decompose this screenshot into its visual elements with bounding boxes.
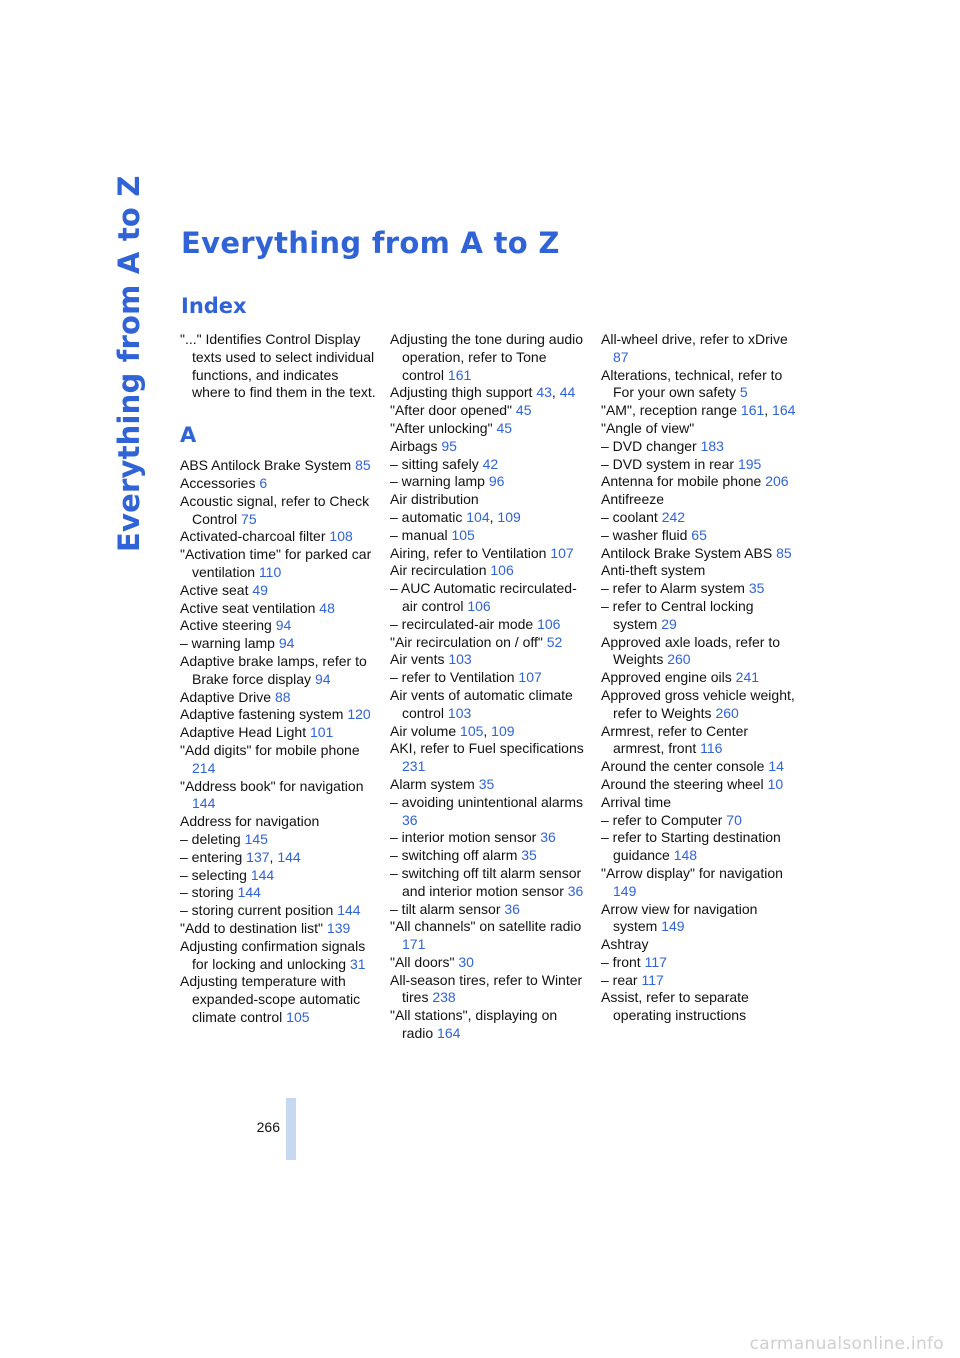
index-entry-text: "All doors" bbox=[390, 953, 455, 970]
index-entry-text: Adaptive fastening system bbox=[180, 706, 344, 723]
index-entry bbox=[601, 829, 797, 865]
index-entry bbox=[180, 600, 376, 618]
page-ref-link[interactable]: 117 bbox=[641, 971, 664, 988]
page-ref-link[interactable]: 241 bbox=[735, 669, 760, 686]
index-entry-text: Airbags bbox=[390, 437, 438, 454]
index-entry bbox=[601, 723, 797, 759]
page-ref-link[interactable]: 105 bbox=[451, 526, 475, 543]
index-letter-heading: A bbox=[180, 423, 197, 448]
index-entry-text: – refer to Alarm system bbox=[601, 580, 745, 597]
index-entry bbox=[390, 901, 586, 919]
index-column-3 bbox=[601, 331, 797, 1025]
index-entry-text: – avoiding unintentional alarms bbox=[390, 793, 584, 810]
page-ref-link[interactable]: 145 bbox=[244, 830, 268, 847]
page-ref-link[interactable]: 164 bbox=[772, 402, 796, 419]
page-ref-link[interactable]: 108 bbox=[329, 528, 353, 545]
index-entry bbox=[390, 438, 586, 456]
index-entry-text: – warning lamp bbox=[390, 473, 485, 490]
index-column-2 bbox=[390, 331, 586, 1043]
index-entry-text: "Add to destination list" bbox=[180, 919, 324, 936]
page-ref-link[interactable]: 30 bbox=[458, 953, 474, 970]
index-entry-text: Address for navigation bbox=[180, 813, 320, 830]
index-entry-text: Adjusting the tone during audio operation, refer to Tone control bbox=[390, 331, 584, 383]
page-ref-link[interactable]: 195 bbox=[737, 455, 762, 472]
index-entry-text: "Activation time" for parked car ventilation bbox=[180, 546, 372, 580]
page-ref-link[interactable]: 87 bbox=[613, 348, 629, 365]
index-entry bbox=[390, 420, 586, 438]
index-entry bbox=[390, 687, 586, 723]
index-entry bbox=[180, 528, 376, 546]
index-entry bbox=[601, 954, 797, 972]
index-entry bbox=[390, 847, 586, 865]
index-entry bbox=[180, 920, 376, 938]
page-title: Everything from A to Z bbox=[181, 226, 560, 260]
page-ref-link[interactable]: 214 bbox=[192, 759, 216, 776]
page-ref-link[interactable]: 88 bbox=[274, 688, 291, 705]
index-entry-text: Antilock Brake System ABS bbox=[601, 544, 773, 561]
index-entry-text: "All channels" on satellite radio bbox=[390, 918, 582, 935]
index-entry-text: – switching off alarm bbox=[390, 847, 518, 864]
index-entry bbox=[601, 758, 797, 776]
page-ref-link[interactable]: 31 bbox=[350, 955, 366, 972]
page-ref-link[interactable]: 36 bbox=[402, 811, 418, 828]
page-ref-link[interactable]: 109 bbox=[491, 722, 515, 739]
index-entry-text: Active seat ventilation bbox=[180, 599, 316, 616]
index-entry bbox=[601, 473, 797, 491]
index-entry bbox=[601, 936, 797, 954]
index-entry bbox=[390, 865, 586, 901]
page-ref-link[interactable]: 183 bbox=[700, 437, 724, 454]
page-ref-link[interactable]: 5 bbox=[739, 384, 748, 401]
index-entry bbox=[601, 331, 797, 367]
index-entry bbox=[180, 617, 376, 635]
page-ref-link[interactable]: 110 bbox=[258, 563, 282, 580]
index-entry bbox=[601, 456, 797, 474]
index-entry bbox=[601, 367, 797, 403]
page-ref-link[interactable]: 35 bbox=[478, 775, 495, 792]
index-entry-text: "Air recirculation on / off" bbox=[390, 633, 543, 650]
page-ref-link[interactable]: 105 bbox=[460, 722, 484, 739]
page-ref-link[interactable]: 260 bbox=[715, 704, 739, 721]
page-ref-link[interactable]: 206 bbox=[765, 473, 789, 490]
index-entry bbox=[601, 865, 797, 901]
page-ref-link[interactable]: 35 bbox=[521, 847, 537, 864]
index-entry bbox=[601, 527, 797, 545]
page-ref-link[interactable]: 144 bbox=[237, 884, 261, 901]
index-entry-text: – AUC Automatic recirculated-air control bbox=[390, 580, 577, 614]
page-ref-separator: , bbox=[489, 508, 494, 525]
page-ref-link[interactable]: 85 bbox=[355, 457, 371, 474]
index-entry bbox=[180, 724, 376, 742]
page-ref-link[interactable]: 94 bbox=[275, 617, 292, 634]
index-entry bbox=[180, 331, 376, 402]
index-entry bbox=[390, 723, 586, 741]
index-entry bbox=[601, 794, 797, 812]
page-ref-link[interactable]: 238 bbox=[432, 989, 456, 1006]
page-ref-link[interactable]: 144 bbox=[337, 902, 361, 919]
index-entry-text: Air recirculation bbox=[390, 562, 487, 579]
index-entry bbox=[390, 616, 586, 634]
index-entry-text: Assist, refer to separate operating instructions bbox=[601, 989, 749, 1024]
page-ref-link[interactable]: 49 bbox=[252, 581, 268, 598]
index-entry-text: "Angle of view" bbox=[601, 419, 695, 436]
index-entry bbox=[180, 902, 376, 920]
index-entry bbox=[180, 831, 376, 849]
index-entry bbox=[390, 562, 586, 580]
index-entry-text: Air volume bbox=[390, 722, 457, 739]
index-entry-text: – refer to Ventilation bbox=[390, 669, 515, 686]
page-ref-link[interactable]: 104 bbox=[466, 508, 490, 525]
page-ref-link[interactable]: 242 bbox=[661, 508, 686, 525]
page-ref-link[interactable]: 106 bbox=[490, 562, 514, 579]
index-entry bbox=[601, 634, 797, 670]
index-entry bbox=[390, 331, 586, 384]
page-ref-link[interactable]: 149 bbox=[661, 918, 685, 935]
index-entry-text: – manual bbox=[390, 526, 448, 543]
index-entry bbox=[601, 438, 797, 456]
page-ref-link[interactable]: 144 bbox=[192, 795, 216, 812]
index-entry bbox=[390, 918, 586, 954]
page-ref-separator: , bbox=[764, 402, 769, 419]
index-entry bbox=[601, 989, 797, 1025]
index-entry bbox=[390, 491, 586, 509]
page-ref-link[interactable]: 75 bbox=[241, 510, 257, 527]
index-entry-text: – sitting safely bbox=[390, 455, 479, 472]
index-entry bbox=[180, 689, 376, 707]
index-entry bbox=[390, 829, 586, 847]
page-ref-link[interactable]: 36 bbox=[504, 900, 520, 917]
index-entry-text: "AM", reception range bbox=[601, 402, 738, 419]
index-entry bbox=[180, 653, 376, 689]
index-entry-text: Active steering bbox=[180, 617, 272, 634]
index-entry-text: – automatic bbox=[390, 508, 463, 525]
index-entry-text: – front bbox=[601, 953, 641, 970]
index-entry-text: Approved engine oils bbox=[601, 669, 732, 686]
index-entry-text: "..." Identifies Control Display texts used to select individual functions, and indicates where to find them in the text. bbox=[180, 331, 376, 401]
page-ref-link[interactable]: 139 bbox=[326, 919, 351, 936]
index-entry bbox=[390, 669, 586, 687]
page-ref-link[interactable]: 103 bbox=[448, 651, 472, 668]
page-ref-link[interactable]: 65 bbox=[691, 526, 707, 543]
index-entry-text: Antifreeze bbox=[601, 491, 665, 508]
index-entry-text: "All stations", displaying on radio bbox=[390, 1007, 558, 1042]
index-entry-text: – entering bbox=[180, 848, 243, 865]
index-entry bbox=[601, 402, 797, 420]
index-entry-text: Ashtray bbox=[601, 936, 649, 953]
index-entry-text: Arrival time bbox=[601, 793, 672, 810]
page-ref-link[interactable]: 94 bbox=[278, 635, 295, 652]
page-ref-link[interactable]: 94 bbox=[314, 670, 331, 687]
index-entry bbox=[390, 527, 586, 545]
index-entry bbox=[601, 901, 797, 937]
page-number-bar bbox=[286, 1098, 296, 1160]
page-ref-link[interactable]: 48 bbox=[319, 599, 335, 616]
page-ref-link[interactable]: 106 bbox=[467, 597, 491, 614]
page-ref-separator: , bbox=[483, 722, 488, 739]
index-entry-text: "Add digits" for mobile phone bbox=[180, 741, 360, 758]
page-ref-link[interactable]: 96 bbox=[488, 473, 505, 490]
watermark: carmanualsonline.info bbox=[749, 1334, 944, 1354]
index-entry bbox=[180, 938, 376, 974]
index-entry bbox=[390, 509, 586, 527]
page-ref-link[interactable]: 44 bbox=[559, 384, 576, 401]
index-entry bbox=[390, 456, 586, 474]
index-entry-text: Around the center console bbox=[601, 758, 765, 775]
index-entry-text: AKI, refer to Fuel specifications bbox=[390, 740, 584, 757]
page-ref-link[interactable]: 144 bbox=[250, 866, 275, 883]
page-ref-link[interactable]: 36 bbox=[540, 829, 556, 846]
page-number: 266 bbox=[256, 1119, 280, 1135]
index-entry-text: – recirculated-air mode bbox=[390, 615, 534, 632]
page-ref-link[interactable]: 116 bbox=[700, 740, 723, 757]
page-ref-link[interactable]: 14 bbox=[768, 758, 784, 775]
index-entry-text: Active seat bbox=[180, 581, 249, 598]
index-entry-text: Antenna for mobile phone bbox=[601, 473, 762, 490]
index-entry-text: Alarm system bbox=[390, 775, 475, 792]
page-ref-link[interactable]: 161 bbox=[447, 366, 472, 383]
page-ref-separator: , bbox=[551, 384, 556, 401]
index-entry bbox=[601, 669, 797, 687]
index-entry bbox=[180, 849, 376, 867]
index-entry bbox=[180, 706, 376, 724]
index-entry bbox=[390, 384, 586, 402]
index-entry-text: "After door opened" bbox=[390, 402, 513, 419]
index-entry-text: All-wheel drive, refer to xDrive bbox=[601, 331, 788, 347]
index-entry-text: – DVD system in rear bbox=[601, 455, 735, 472]
index-entry-text: – refer to Central locking system bbox=[601, 597, 754, 632]
index-entry-text: Air vents of automatic climate control bbox=[390, 686, 573, 721]
index-entry bbox=[601, 545, 797, 563]
index-entry-text: Anti-theft system bbox=[601, 562, 706, 579]
page-ref-link[interactable]: 70 bbox=[726, 811, 742, 828]
index-entry-text: Adaptive Drive bbox=[180, 688, 272, 705]
index-entry-text: – storing bbox=[180, 884, 234, 901]
page-ref-link[interactable]: 171 bbox=[402, 936, 426, 953]
index-entry-text: Air distribution bbox=[390, 491, 479, 508]
page-ref-link[interactable]: 260 bbox=[667, 651, 691, 668]
index-entry-text: Approved gross vehicle weight, refer to Weights bbox=[601, 686, 795, 721]
page-ref-link[interactable]: 106 bbox=[537, 615, 561, 632]
index-entry bbox=[601, 420, 797, 438]
page-ref-link[interactable]: 107 bbox=[550, 544, 574, 561]
index-entry-text: Adjusting temperature with expanded-scope automatic climate control bbox=[180, 973, 361, 1025]
page-ref-link[interactable]: 117 bbox=[644, 953, 667, 970]
index-entry bbox=[180, 493, 376, 529]
page-ref-link[interactable]: 45 bbox=[515, 402, 532, 419]
index-entry bbox=[390, 794, 586, 830]
index-entry bbox=[601, 562, 797, 580]
index-entry bbox=[601, 812, 797, 830]
index-entry bbox=[601, 598, 797, 634]
index-entry-text: – tilt alarm sensor bbox=[390, 900, 501, 917]
page-ref-link[interactable]: 52 bbox=[546, 633, 563, 650]
index-entry bbox=[390, 954, 586, 972]
page-ref-link[interactable]: 149 bbox=[613, 882, 637, 899]
index-entry-text: – refer to Computer bbox=[601, 811, 723, 828]
page-ref-link[interactable]: 161 bbox=[740, 402, 765, 419]
index-entry-text: – washer fluid bbox=[601, 526, 688, 543]
page-ref-link[interactable]: 164 bbox=[437, 1025, 461, 1042]
index-entry bbox=[180, 635, 376, 653]
index-entry bbox=[390, 740, 586, 776]
page-ref-link[interactable]: 101 bbox=[309, 724, 334, 741]
page-ref-link[interactable]: 148 bbox=[673, 847, 698, 864]
index-entry bbox=[180, 884, 376, 902]
index-entry-text: Acoustic signal, refer to Check Control bbox=[180, 492, 370, 527]
index-entry-text: – storing current position bbox=[180, 902, 334, 919]
index-entry-text: Armrest, refer to Center armrest, front bbox=[601, 722, 749, 757]
page-ref-separator: , bbox=[269, 848, 274, 865]
page-ref-link[interactable]: 105 bbox=[286, 1008, 310, 1025]
page-ref-link[interactable]: 43 bbox=[536, 384, 552, 401]
index-entry-text: "Arrow display" for navigation bbox=[601, 864, 783, 881]
index-entry-text: Adaptive brake lamps, refer to Brake force display bbox=[180, 652, 367, 687]
page-ref-link[interactable]: 231 bbox=[402, 758, 426, 775]
index-entry bbox=[601, 972, 797, 990]
index-entry bbox=[180, 813, 376, 831]
page-ref-link[interactable]: 42 bbox=[482, 455, 499, 472]
page-ref-link[interactable]: 137 bbox=[246, 848, 270, 865]
index-entry-text: All-season tires, refer to Winter tires bbox=[390, 971, 583, 1006]
page-ref-link[interactable]: 36 bbox=[567, 882, 584, 899]
index-entry-text: Activated-charcoal filter bbox=[180, 528, 326, 545]
index-entry bbox=[601, 580, 797, 598]
index-entry-text: Adjusting confirmation signals for locking and unlocking bbox=[180, 937, 366, 972]
index-entry-text: Airing, refer to Ventilation bbox=[390, 544, 547, 561]
index-entry-text: "After unlocking" bbox=[390, 419, 493, 436]
index-entry-text: Accessories bbox=[180, 474, 256, 491]
index-entry bbox=[390, 1007, 586, 1043]
index-entry bbox=[601, 491, 797, 509]
page-ref-link[interactable]: 103 bbox=[447, 704, 472, 721]
index-entry bbox=[180, 867, 376, 885]
page-ref-link[interactable]: 29 bbox=[661, 615, 677, 632]
index-entry-text: Approved axle loads, refer to Weights bbox=[601, 633, 780, 668]
index-entry bbox=[601, 776, 797, 794]
index-entry bbox=[390, 972, 586, 1008]
index-entry-text: – rear bbox=[601, 971, 638, 988]
side-chapter-tab: Everything from A to Z bbox=[112, 175, 146, 552]
page-ref-link[interactable]: 45 bbox=[496, 419, 513, 436]
index-entry-text: Adaptive Head Light bbox=[180, 724, 307, 741]
index-entry bbox=[390, 545, 586, 563]
index-entry-text: – selecting bbox=[180, 866, 247, 883]
index-entry-text: Adjusting thigh support bbox=[390, 384, 533, 401]
index-entry-text: – deleting bbox=[180, 830, 241, 847]
page-ref-link[interactable]: 10 bbox=[767, 775, 784, 792]
index-entry-text: ABS Antilock Brake System bbox=[180, 457, 352, 474]
page-ref-link[interactable]: 120 bbox=[347, 706, 371, 723]
page-ref-link[interactable]: 107 bbox=[518, 669, 542, 686]
page-ref-link[interactable]: 35 bbox=[748, 580, 765, 597]
index-entry bbox=[390, 580, 586, 616]
index-entry bbox=[180, 457, 376, 475]
index-entry bbox=[390, 634, 586, 652]
index-entry bbox=[390, 776, 586, 794]
index-entry bbox=[390, 402, 586, 420]
index-entry-text: "Address book" for navigation bbox=[180, 777, 364, 794]
index-entry bbox=[601, 509, 797, 527]
index-entry-text: – refer to Starting destination guidance bbox=[601, 829, 781, 864]
index-entry-text: Arrow view for navigation system bbox=[601, 900, 758, 935]
index-entry bbox=[180, 582, 376, 600]
index-entry bbox=[390, 473, 586, 491]
index-entry bbox=[180, 778, 376, 814]
page-ref-link[interactable]: 144 bbox=[277, 848, 301, 865]
index-entry-text: – warning lamp bbox=[180, 635, 275, 652]
section-title: Index bbox=[181, 294, 247, 318]
index-entry-text: – switching off tilt alarm sensor and interior motion sensor bbox=[390, 864, 582, 899]
index-column-1 bbox=[180, 331, 376, 1027]
index-entry bbox=[390, 651, 586, 669]
index-entry bbox=[180, 742, 376, 778]
index-entry-text: Around the steering wheel bbox=[601, 775, 764, 792]
index-entry bbox=[180, 546, 376, 582]
index-entry bbox=[601, 687, 797, 723]
index-entry-text: – interior motion sensor bbox=[390, 829, 537, 846]
index-entry bbox=[180, 475, 376, 493]
index-entry-text: Alterations, technical, refer to For your own safety bbox=[601, 366, 783, 401]
page-ref-link[interactable]: 95 bbox=[441, 437, 457, 454]
index-entry-text: – coolant bbox=[601, 508, 658, 525]
page-ref-link[interactable]: 6 bbox=[259, 474, 268, 491]
page-ref-link[interactable]: 85 bbox=[776, 544, 792, 561]
index-entry-text: – DVD changer bbox=[601, 437, 697, 454]
index-entry bbox=[180, 973, 376, 1026]
page-ref-link[interactable]: 109 bbox=[497, 508, 521, 525]
index-entry-text: Air vents bbox=[390, 651, 445, 668]
